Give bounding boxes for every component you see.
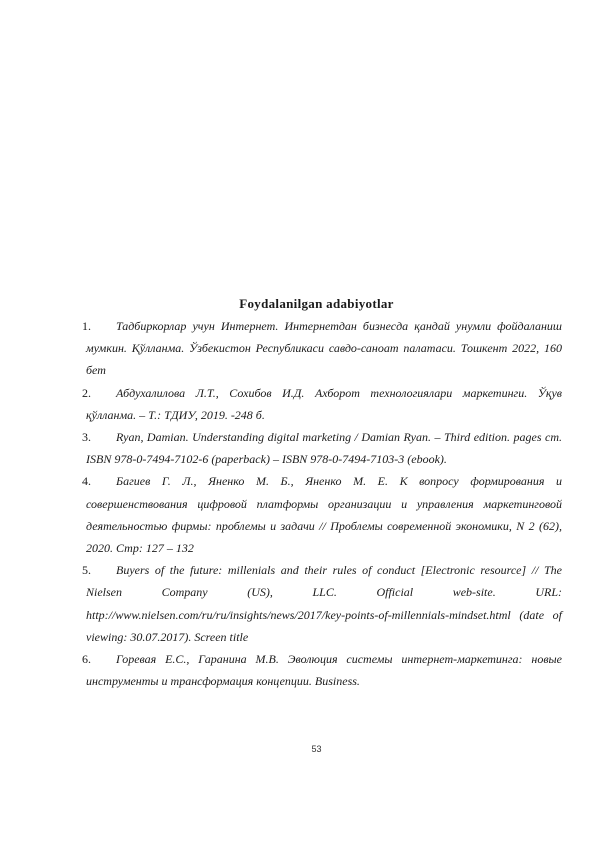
reference-item: [82, 470, 562, 559]
reference-number: 4.: [82, 474, 91, 489]
reference-item: [82, 382, 562, 426]
reference-text: Тадбиркорлар учун Интернет. Интернетдан бизнесда қандай унумли фойдаланиш мумкин. Қўлланма. Ўзбекистон Республикаси савдо-саноат палатаси. Тошкент 2022, 160 бет: [86, 319, 562, 378]
reference-item: [82, 315, 562, 382]
reference-item: [82, 426, 562, 470]
reference-item: [82, 648, 562, 692]
page-number: 53: [311, 744, 322, 754]
reference-number: 2.: [82, 385, 91, 400]
reference-list: [82, 315, 562, 692]
reference-text: Абдухалилова Л.Т., Сохибов И.Д. Ахборот технологиялари маркетинги. Ўқув қўлланма. – Т.: ТДИУ, 2019. -248 б.: [86, 385, 562, 422]
reference-text: Ryan, Damian. Understanding digital marketing / Damian Ryan. – Third edition. pages cm. ISBN 978-0-7494-7102-6 (paperback) – ISBN 978-0-7494-7103-3 (ebook).: [86, 430, 562, 467]
reference-number: 3.: [82, 430, 91, 445]
reference-number: 5.: [82, 563, 91, 578]
reference-text: Buyers of the future: millenials and their rules of conduct [Electronic resource] // The Nielsen Company (US), LLC. Official web-site. URL: http://www.nielsen.com/ru/ru/insights/news/2017/key-points-of-millennials-mindset.html (date of viewing: 30.07.2017). Screen title: [86, 563, 562, 644]
reference-text: Горевая Е.С., Гаранина М.В. Эволюция системы интернет-маркетинга: новые инструменты и трансформация концепции. Business.: [86, 652, 562, 689]
reference-item: [82, 559, 562, 648]
reference-text: Багиев Г. Л., Яненко М. Б., Яненко М. Е. К вопросу формирования и совершенствования цифровой платформы организации и управления маркетинговой деятельностью фирмы: проблемы и задачи // Проблемы современной экономики, N 2 (62), 2020. Стр: 127 – 132: [86, 474, 562, 556]
page-title: Foydalanilgan adabiyotlar: [239, 296, 394, 311]
reference-number: 1.: [82, 319, 91, 333]
reference-number: 6.: [82, 652, 91, 667]
